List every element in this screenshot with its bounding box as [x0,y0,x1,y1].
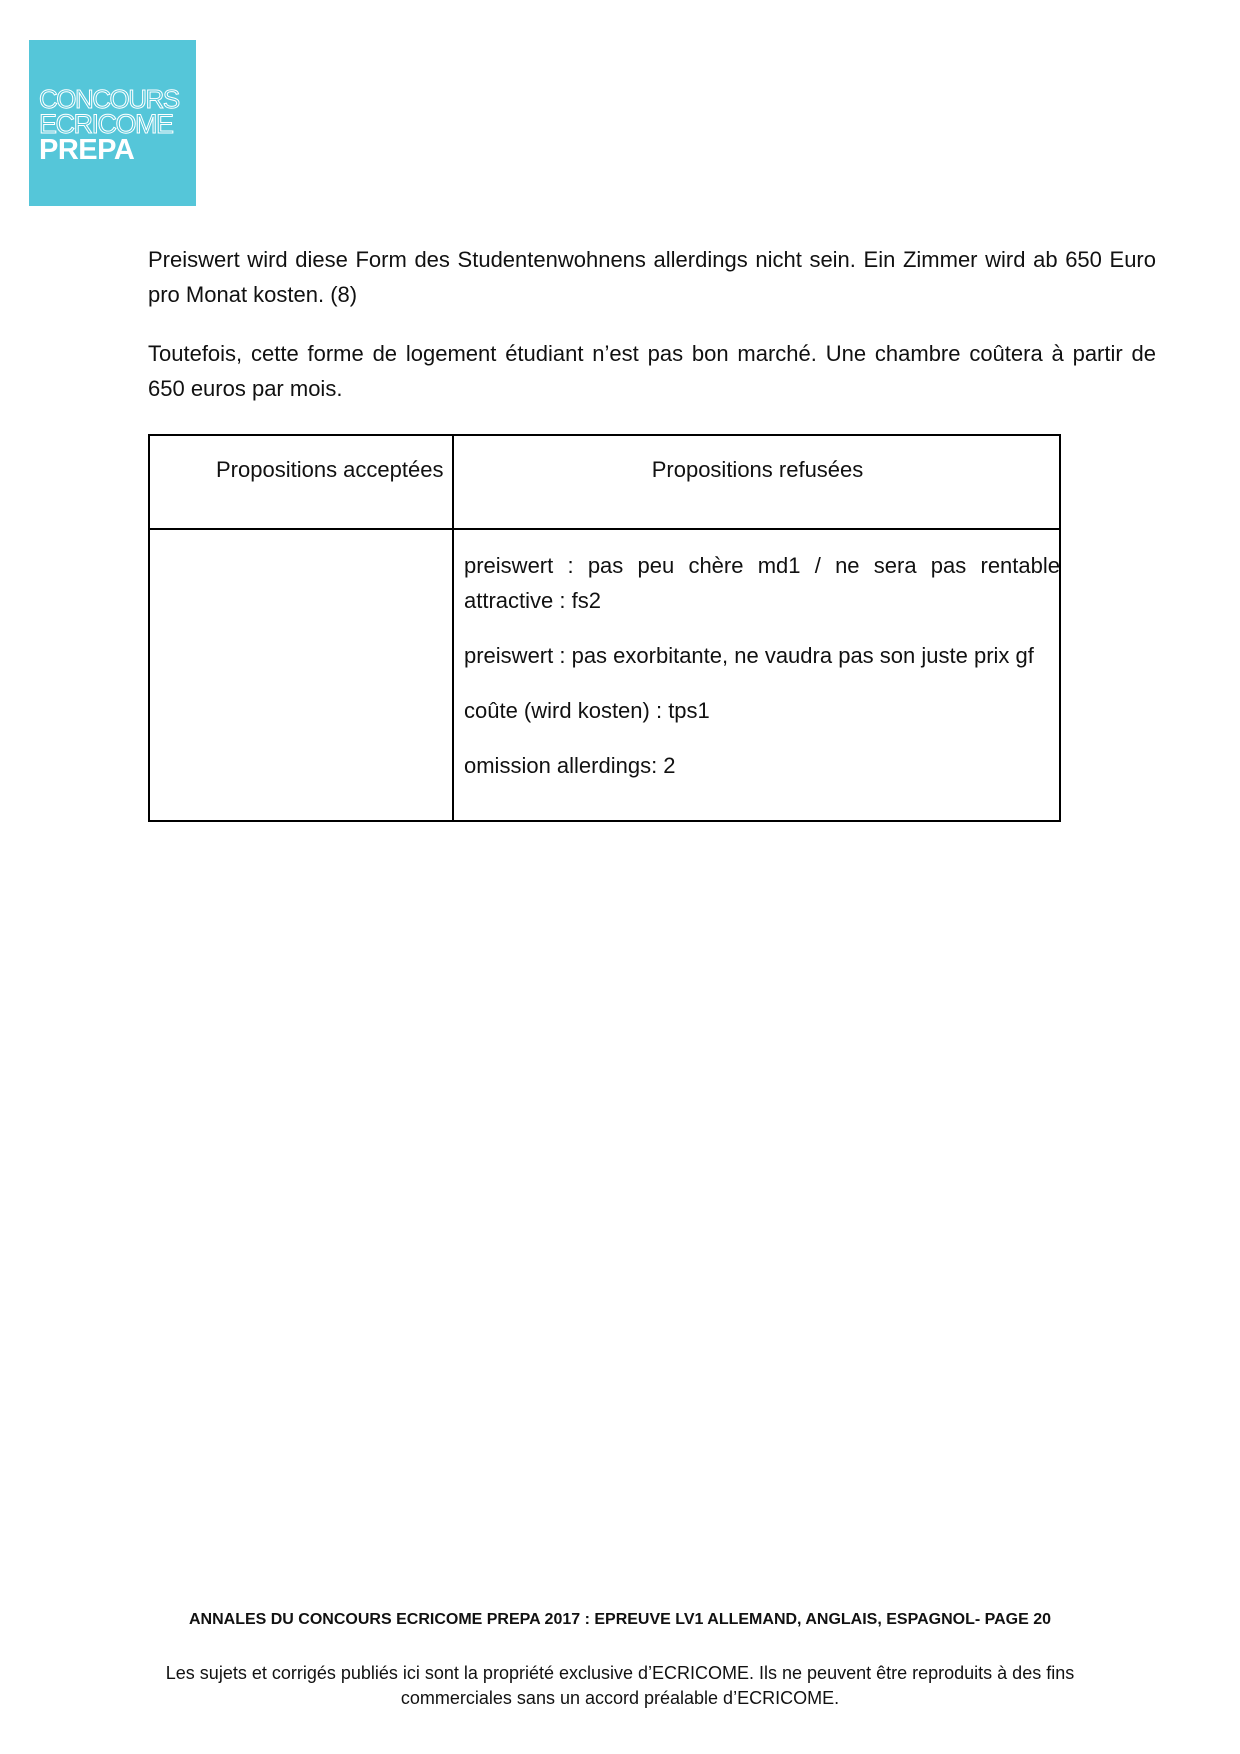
logo-text-ecricome: ECRICOME [39,109,173,139]
refused-item: preiswert : pas peu chère md1 / ne sera pas rentable attractive : fs2 [464,553,1060,613]
table-row-divider [150,528,1059,530]
footer-title: ANNALES DU CONCOURS ECRICOME PREPA 2017 : EPREUVE LV1 ALLEMAND, ANGLAIS, ESPAGNOL- PAGE 20 [188,1611,1052,1628]
header-refused: Propositions refusées [651,457,864,482]
german-source-paragraph: Preiswert wird diese Form des Studentenwohnens allerdings nicht sein. Ein Zimmer wird ab 650 Euro pro Monat kosten. (8) [148,247,1156,307]
header-accepted: Propositions acceptées [216,457,444,482]
footer-copyright-note: Les sujets et corrigés publiés ici sont la propriété exclusive d’ECRICOME. Ils ne peuvent être reproduits à des fins commerciales sans un accord préalable d’ECRICOME. [165,1663,1075,1708]
propositions-table [148,434,1061,822]
refused-item: omission allerdings: 2 [464,753,676,778]
french-translation-paragraph: Toutefois, cette forme de logement étudiant n’est pas bon marché. Une chambre coûtera à partir de 650 euros par mois. [148,341,1156,401]
table-column-divider [452,436,454,820]
ecricome-logo [29,40,196,206]
refused-item: coûte (wird kosten) : tps1 [464,698,710,723]
refused-item: preiswert : pas exorbitante, ne vaudra pas son juste prix gf [464,643,1034,668]
logo-text-concours: CONCOURS [39,84,179,114]
refused-cell [464,548,1060,803]
logo-text-prepa: PREPA [39,134,135,166]
